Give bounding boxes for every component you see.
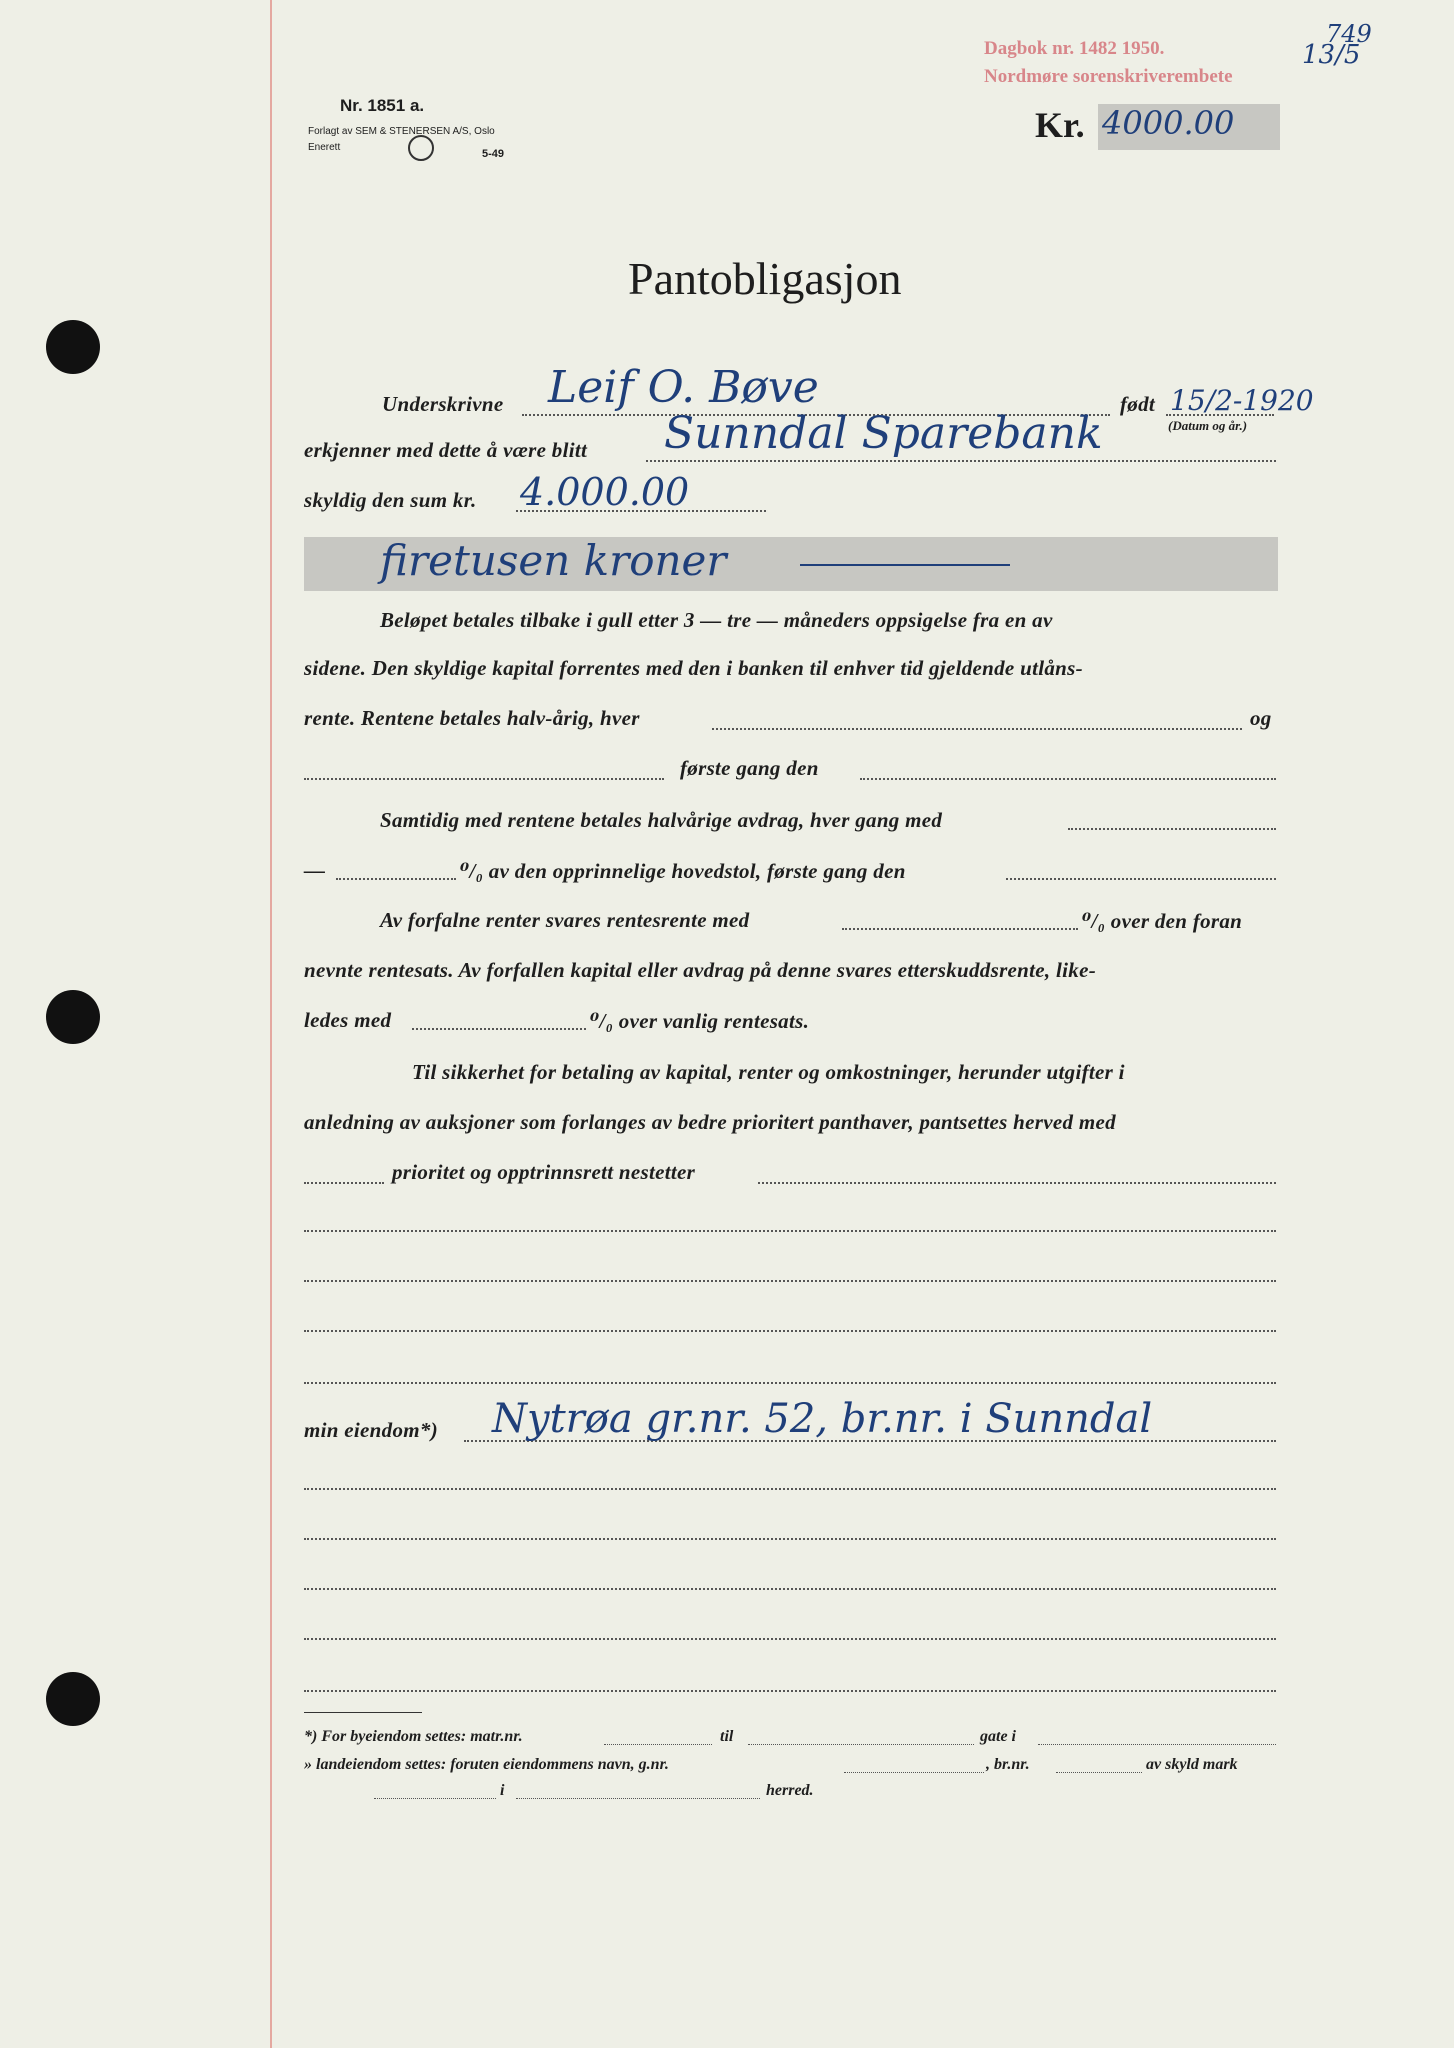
sum-label: skyldig den sum kr. xyxy=(304,488,477,512)
footnote-rule xyxy=(304,1712,422,1713)
compound-rate-line xyxy=(842,928,1078,930)
blank-line-2 xyxy=(304,1280,1276,1282)
first-date-line-a xyxy=(304,778,664,780)
text-line-1: Beløpet betales tilbake i gull etter 3 — tre — måneders oppsigelse fra en av xyxy=(380,608,1053,632)
punch-hole-top xyxy=(46,320,100,374)
sum-value: 4.000.00 xyxy=(520,470,690,514)
text-line-4: første gang den xyxy=(680,756,819,780)
priority-line-a xyxy=(304,1182,384,1184)
text-line-7b: ⁰/₀ over den foran xyxy=(1082,909,1243,933)
creditor-name: Sunndal Sparebank xyxy=(664,408,1103,459)
text-line-6: ⁰/₀ av den opprinnelige hovedstol, første gang den xyxy=(460,859,906,883)
amount-label: Kr. xyxy=(1035,105,1085,145)
journal-stamp-office: Nordmøre sorenskriverembete xyxy=(984,66,1233,87)
text-line-9b: ⁰/₀ over vanlig rentesats. xyxy=(590,1009,810,1033)
footnote-dots-6 xyxy=(374,1798,496,1799)
blank-line-7 xyxy=(304,1588,1276,1590)
first-date-line-b xyxy=(860,778,1276,780)
sum-words-strike xyxy=(800,564,1010,566)
footnote-dots-7 xyxy=(516,1798,760,1799)
born-label: født xyxy=(1120,392,1156,416)
journal-stamp-number: Dagbok nr. 1482 1950. xyxy=(984,38,1165,59)
installment-percent-line xyxy=(336,878,456,880)
amount-value: 4000.00 xyxy=(1102,104,1235,142)
blank-line-1 xyxy=(304,1230,1276,1232)
text-line-9a: ledes med xyxy=(304,1008,392,1032)
text-line-5: Samtidig med rentene betales halvårige avdrag, hver gang med xyxy=(380,808,943,832)
form-number: Nr. 1851 a. xyxy=(340,96,425,115)
born-hint: (Datum og år.) xyxy=(1168,418,1248,433)
text-line-3-end: og xyxy=(1250,706,1272,730)
stamp-handwritten-date: 13/5 xyxy=(1302,40,1361,70)
publisher-line: Forlagt av SEM & STENERSEN A/S, Oslo xyxy=(308,126,495,137)
priority-line-b xyxy=(758,1182,1276,1184)
text-line-3: rente. Rentene betales halv-årig, hver xyxy=(304,706,640,730)
signer-label: Underskrivne xyxy=(382,392,504,416)
born-date: 15/2-1920 xyxy=(1170,384,1314,417)
footnote-line-1c: gate i xyxy=(980,1728,1016,1745)
blank-line-6 xyxy=(304,1538,1276,1540)
publisher-logo-icon xyxy=(408,135,434,161)
footnote-dots-1 xyxy=(604,1744,712,1745)
text-line-6-dash: — xyxy=(304,858,326,882)
footnote-line-3b: herred. xyxy=(766,1782,814,1799)
signer-name: Leif O. Bøve xyxy=(548,362,819,413)
footnote-line-2b: , br.nr. xyxy=(986,1756,1030,1773)
text-line-8: nevnte rentesats. Av forfallen kapital eller avdrag på denne svares etterskuddsrente, like- xyxy=(304,958,1096,982)
footnote-dots-4 xyxy=(844,1772,984,1773)
property-label: min eiendom*) xyxy=(304,1418,438,1442)
installment-line xyxy=(1068,828,1276,830)
punch-hole-middle xyxy=(46,990,100,1044)
sum-words: firetusen kroner xyxy=(380,536,727,585)
blank-line-4 xyxy=(304,1382,1276,1384)
footnote-dots-2 xyxy=(748,1744,974,1745)
creditor-label: erkjenner med dette å være blitt xyxy=(304,438,588,462)
footnote-dots-3 xyxy=(1038,1744,1276,1745)
blank-line-5 xyxy=(304,1488,1276,1490)
publisher-rights: Enerett xyxy=(308,142,341,153)
footnote-dots-5 xyxy=(1056,1772,1142,1773)
page-number: 749 xyxy=(1326,20,1372,48)
blank-line-9 xyxy=(304,1690,1276,1692)
blank-line-3 xyxy=(304,1330,1276,1332)
text-line-2: sidene. Den skyldige kapital forrentes med den i banken til enhver tid gjeldende utlåns- xyxy=(304,656,1083,680)
footnote-line-2a: » landeiendom settes: foruten eiendommens navn, g.nr. xyxy=(304,1756,669,1773)
footnote-line-1b: til xyxy=(720,1728,734,1745)
installment-date-line xyxy=(1006,878,1276,880)
interest-period-line xyxy=(712,728,1242,730)
form-date: 5-49 xyxy=(482,148,505,160)
late-rate-line xyxy=(412,1028,586,1030)
property-value: Nytrøa gr.nr. 52, br.nr. i Sunndal xyxy=(492,1396,1153,1442)
text-line-11: anledning av auksjoner som forlanges av bedre prioritert panthaver, pantsettes herved med xyxy=(304,1110,1116,1134)
punch-hole-bottom xyxy=(46,1672,100,1726)
text-line-10: Til sikkerhet for betaling av kapital, renter og omkostninger, herunder utgifter i xyxy=(412,1060,1125,1084)
footnote-line-2c: av skyld mark xyxy=(1146,1756,1238,1773)
blank-line-8 xyxy=(304,1638,1276,1640)
footnote-line-1a: *) For byeiendom settes: matr.nr. xyxy=(304,1728,523,1745)
creditor-line xyxy=(646,460,1276,462)
document-title: Pantobligasjon xyxy=(628,253,902,304)
text-line-7a: Av forfalne renter svares rentesrente med xyxy=(380,908,750,932)
margin-rule xyxy=(270,0,272,2048)
text-line-12: prioritet og opptrinnsrett nestetter xyxy=(392,1160,696,1184)
footnote-line-3a: i xyxy=(500,1782,505,1799)
